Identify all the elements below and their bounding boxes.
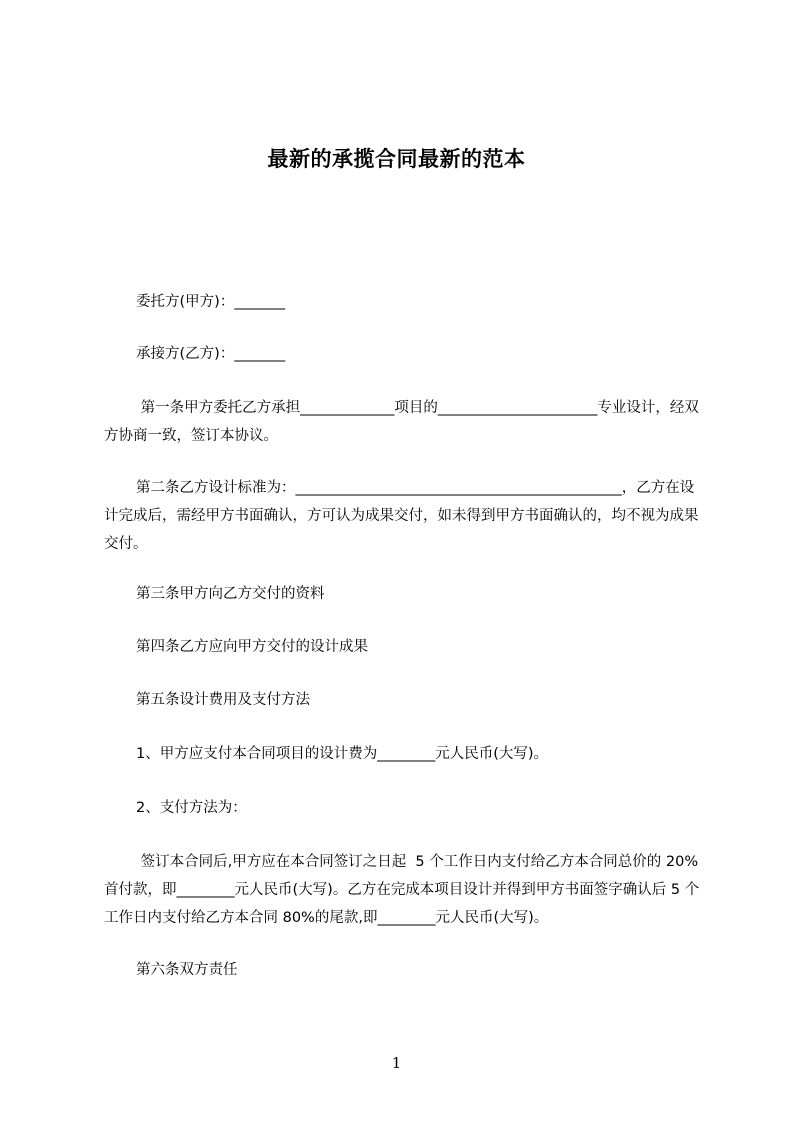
design-fee-item: 1、甲方应支付本合同项目的设计费为________元人民币(大写)。 (136, 746, 549, 762)
party-a-line: 委托方(甲方)：_______ (136, 294, 286, 310)
article-2-paragraph: 第二条乙方设计标准为：_____________________________________________，乙方在设计完成后，需经甲方书面确认，方可认为成果交付，如未得到甲方书面确认的，均不视为成果交付。 (104, 480, 699, 552)
article-1-paragraph: 第一条甲方委托乙方承担_____________项目的______________________专业设计，经双方协商一致，签订本协议。 (104, 400, 699, 444)
article-6-heading: 第六条双方责任 (136, 962, 238, 978)
article-3-heading: 第三条甲方向乙方交付的资料 (136, 586, 325, 602)
document-title: 最新的承揽合同最新的范本 (267, 147, 526, 171)
article-5-heading: 第五条设计费用及支付方法 (136, 692, 310, 708)
party-b-line: 承接方(乙方)：_______ (136, 346, 286, 362)
payment-method-item: 2、支付方法为： (136, 800, 247, 816)
article-4-heading: 第四条乙方应向甲方交付的设计成果 (136, 639, 368, 655)
payment-terms-paragraph: 签订本合同后,甲方应在本合同签订之日起 5 个工作日内支付给乙方本合同总价的 20%首付款，即________元人民币(大写)。乙方在完成本项目设计并得到甲方书面签字确认后 5 个工作日内支付给乙方本合同 80%的尾款,即________元人民币(大写)。 (104, 854, 700, 926)
page-number: 1 (391, 1054, 402, 1072)
